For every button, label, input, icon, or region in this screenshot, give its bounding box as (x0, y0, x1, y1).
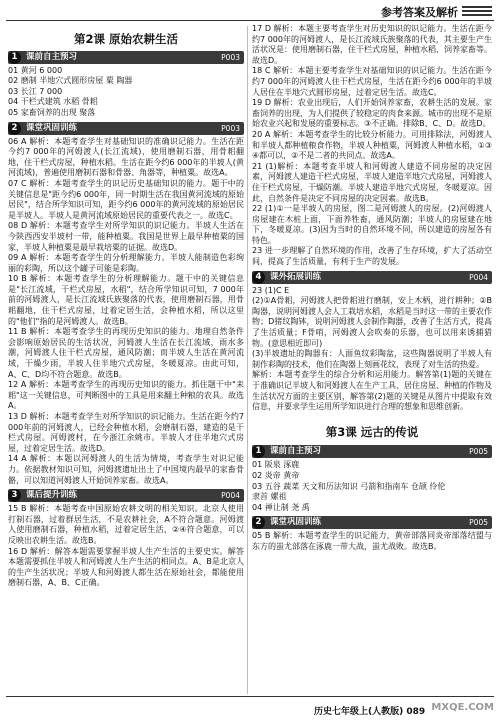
section-bar (252, 516, 492, 529)
lesson-title: 第2课 原始农耕生活 (73, 32, 178, 46)
lesson-title: 第3课 远古的传说 (325, 424, 419, 439)
section-number: 1 (252, 445, 265, 458)
answer-paragraph: 23 (1)C E (252, 285, 290, 295)
page-footer (0, 696, 500, 722)
answer-paragraph: 21 (1)解析：本题考查半坡人和河姆渡人建造不同房屋的决定因素，河姆渡人建造干栏式房屋，半坡人建造半地穴式房屋，河姆渡人住干栏式房屋，干燥防潮。半坡人建造半地穴式房屋，冬暖夏凉。因此，自然条件是决定不同房屋的决定因素。故选B。 (252, 161, 492, 203)
right-column (252, 24, 492, 553)
answer-paragraph: 16 D 解析：解答本题需要掌握半坡人生产生活的主要史实。解答本题需要抓住半坡人和河姆渡人生产生活的相同点。A、B是北京人的生产生活状况；半坡人和河姆渡人都生活在原始社会，都能使用磨制石器，A、B、C正确。 (8, 546, 244, 588)
answer-paragraph: 14 A 解析：本题以河姆渡人的生活为情境，考查学生对识记能力。依据教材知识可知，河姆渡遗址出土了中国境内最早的家畜骨骼，可以知道河姆渡人开始饲养家畜。故选A。 (8, 454, 244, 485)
section-number: 2 (252, 516, 265, 529)
section-bar (252, 445, 492, 458)
header-title: 参考答案及解析 (381, 6, 458, 19)
answer-line: 02 炎帝 黄帝 (252, 470, 300, 480)
section-label: 课前自主预习 (270, 446, 322, 457)
watermark: MXQE.COM (431, 702, 494, 713)
page-header (0, 0, 500, 22)
section-label: 课前自主预习 (26, 51, 78, 62)
answer-paragraph: 解析：本题考查学生的综合分析和运用能力。解答第(1)题的关键在于准确识记半坡人和河姆渡人在生产工具、居住房屋、种植的作物及生活状况方面的主要区别，解答第(2)题的关键是从图片中提取有效信息，并要求学生运用所学知识进行合理的想象和思维创新。 (252, 370, 492, 412)
section-page: P005 (469, 518, 488, 528)
left-column (8, 24, 244, 589)
answer-paragraph: 10 B 解析：本题考查学生的分析理解能力。题干中的关键信息是"长江流域，干栏式房屋，水稻"，结合所学知识可知，7 000年前的河姆渡人，是长江流域氏族聚落的代表，使用磨制石器，用骨耜翻地，住干栏式房屋，过着定居生活，会种植水稻，所以这里的"他们"指的是河姆渡人。故选B。 (8, 274, 244, 326)
section-number: 2 (8, 122, 21, 135)
answer-line: 03 五谷 蔬菜 天文和历法知识 弓箭和指南车 仓颉 伶伦 (252, 481, 446, 491)
section-page: P003 (221, 123, 240, 133)
footer-rule (6, 696, 494, 697)
answer-line: 01 黄河 6 000 (8, 65, 63, 75)
section-page: P004 (469, 272, 488, 282)
section-bar (252, 271, 492, 284)
answer-line: 05 家畜饲养的出现 聚落 (8, 107, 96, 117)
answer-paragraph: 08 D 解析：本题考查学生对所学知识的识记能力。半坡人生活在今陕西西安半坡村一带，能种植粟。我国是世界上最早种植粟的国家，半坡人种植粟是最早栽培粟的证据。故选D。 (8, 221, 244, 252)
section-label: 课外拓展训练 (270, 271, 322, 282)
answer-paragraph: 12 A 解析：本题考查学生的再现历史知识的能力。抓住题干中"耒耜"这一关键信息，可判断图中的工具是用来翻土种粮的农具。故选A。 (8, 380, 244, 411)
section-page: P004 (221, 491, 240, 501)
section-bar (8, 122, 244, 135)
section-page: P005 (469, 447, 488, 457)
answer-line: 04 干栏式建筑 水稻 骨耜 (8, 97, 98, 107)
answer-line: 隶首 嫘祖 (252, 492, 287, 502)
answer-line: 04 禅让制 尧 禹 (252, 502, 310, 512)
section-label: 课堂巩固训练 (26, 122, 78, 133)
section-page: P003 (221, 52, 240, 62)
section-number: 3 (8, 489, 21, 502)
answer-paragraph: 15 B 解析：本题考查中国原始农耕文明的相关知识。北京人使用打制石器，过着群居生活，不是农耕社会，A不符合题意。河姆渡人使用磨制石器，种植水稻，过着定居生活，②④符合题意，可以反映出农耕生活。故选B。 (8, 504, 244, 545)
column-divider (247, 26, 248, 694)
answer-paragraph: 22 (1)①一是半坡人的房屋，图二是河姆渡人的房屋。(2)河姆渡人房屋建在木桩上面，下面养牲畜，通风防潮；半坡人的房屋建在地下，冬暖夏凉。(3)因为当时的自然环境不同，所以建造的房屋各有特色。 (252, 204, 492, 245)
section-bar (8, 51, 244, 64)
footer-text: 历史七年级上(人教版) 089 (314, 707, 426, 717)
answer-paragraph: 09 A 解析：本题考查学生的分析理解能力。半坡人能制造色彩绚丽的彩陶，所以这个罐子可能是彩陶。 (8, 253, 244, 273)
answer-paragraph: 23 进一步理解了自然环境的作用，改善了生存环境，扩大了活动空间，提高了生活质量，有利于生产的发展。 (252, 246, 492, 267)
answer-paragraph: 13 D 解析：本题考查学生对所学知识的识记能力。生活在距今约7 000年前的河姆渡人，已经会种植水稻，会磨制石器，建造的是干栏式房屋。河姆渡村，在今浙江余姚市。半坡人才住半地穴式房屋，过着定居生活。故选D。 (8, 412, 244, 453)
section-number: 1 (8, 51, 21, 64)
answer-paragraph: 05 B 解析：本题考查学生的识记能力，黄帝部落同炎帝部落结盟与东方的蚩尤部落在涿鹿一带大战，蚩尤战败。故选B。 (252, 531, 492, 551)
answer-paragraph: 18 C 解析：本题主要考查学生对基础知识的识记能力。生活在距今约7 000年的河姆渡人住干栏式房屋，生活在距今约6 000年的半坡人居住在半地穴式圆形房屋，过着定居生活。故选C。 (252, 66, 492, 97)
answer-line: 03 长江 7 000 (8, 86, 63, 96)
answer-paragraph: (2)①A骨耜，河姆渡人把骨耜进行磨制，安上木柄，进行耕种；②B陶器，说明河姆渡人会人工栽培水稻，水稻是当时这一带的主要农作物；D猪纹陶钵，说明河姆渡人会制作陶器，改善了生活方式，提高了生活质量；F骨哨，河姆渡人会吹奏的乐器，也可以用来诱捕猎物。(意思相近即可) (252, 296, 492, 348)
answer-line: 01 阪泉 涿鹿 (252, 460, 300, 470)
section-label: 课堂巩固训练 (270, 517, 322, 528)
section-label: 课后提升训练 (26, 490, 78, 501)
header-rule (6, 20, 494, 21)
answer-line: 02 磨制 半地穴式圆形房屋 粟 陶器 (8, 76, 133, 86)
answer-paragraph: 11 B 解析：本题考查学生的再现历史知识的能力。地理自然条件会影响原始居民的生活状况，河姆渡人生活在长江流域，雨水多潮，河姆渡人住干栏式房屋，通风防潮；而半坡人生活在黄河流域，干燥少雨，半坡人住半地穴式房屋，冬暖夏凉。由此可知，A、C、D均不符合题意。故选B。 (8, 327, 244, 379)
answer-paragraph: 17 D 解析：本题主要考查学生对历史知识的识记能力。生活在距今约7 000年的河姆渡人，是长江流域氏族聚落的代表，其主要生产生活状况是：使用磨制石器，住干栏式房屋，种植水稻，饲养家畜等。故选D。 (252, 24, 492, 65)
section-bar (8, 489, 244, 502)
answer-paragraph: 07 C 解析：本题考查学生的识记历史基础知识的能力。题干中的关键信息是"距今约6 000年，同一时期生活在我国黄河流域的原始居民"，结合所学知识可知，距今约6 000年的黄河流域的原始居民是半坡人。半坡人是黄河流域原始居民的重要代表之一。故选C。 (8, 178, 244, 220)
header-stripes-icon (462, 6, 492, 18)
answer-paragraph: 20 A 解析：本题考查学生的比较分析能力。可用排除法，河姆渡人和半坡人都种植粮食作物，半坡人种植粟，河姆渡人种植水稻，①③④都可以，②不是二者的共同点。故选A。 (252, 129, 492, 161)
answer-paragraph: 19 D 解析：农业出现后，人们开始饲养家畜，农耕生活的发展。家畜饲养的出现，为人们提供了较稳定的肉食来源。城市的出现不是原始农业兴起和发展的重要标志。③不正确。排除B、C、D。故选D。 (252, 98, 492, 129)
answer-paragraph: (3)半坡遗址的陶器有：人面鱼纹彩陶盆，这些陶器说明了半坡人有制作彩陶的技术，他们在陶器上刻画花纹，表现了对生活的热爱。 (252, 349, 492, 369)
section-number: 4 (252, 271, 265, 284)
answer-paragraph: 06 A 解析：本题考查学生对基础知识的准确识记能力。生活在距今约7 000年的河姆渡人(长江流域)，使用磨制石器，用骨耜翻地，住干栏式房屋，种植水稻。生活在距今约6 000年的半坡人(黄河流域)，普遍使用磨制石器和骨器、角器等，种植粟。故选A。 (8, 136, 244, 178)
